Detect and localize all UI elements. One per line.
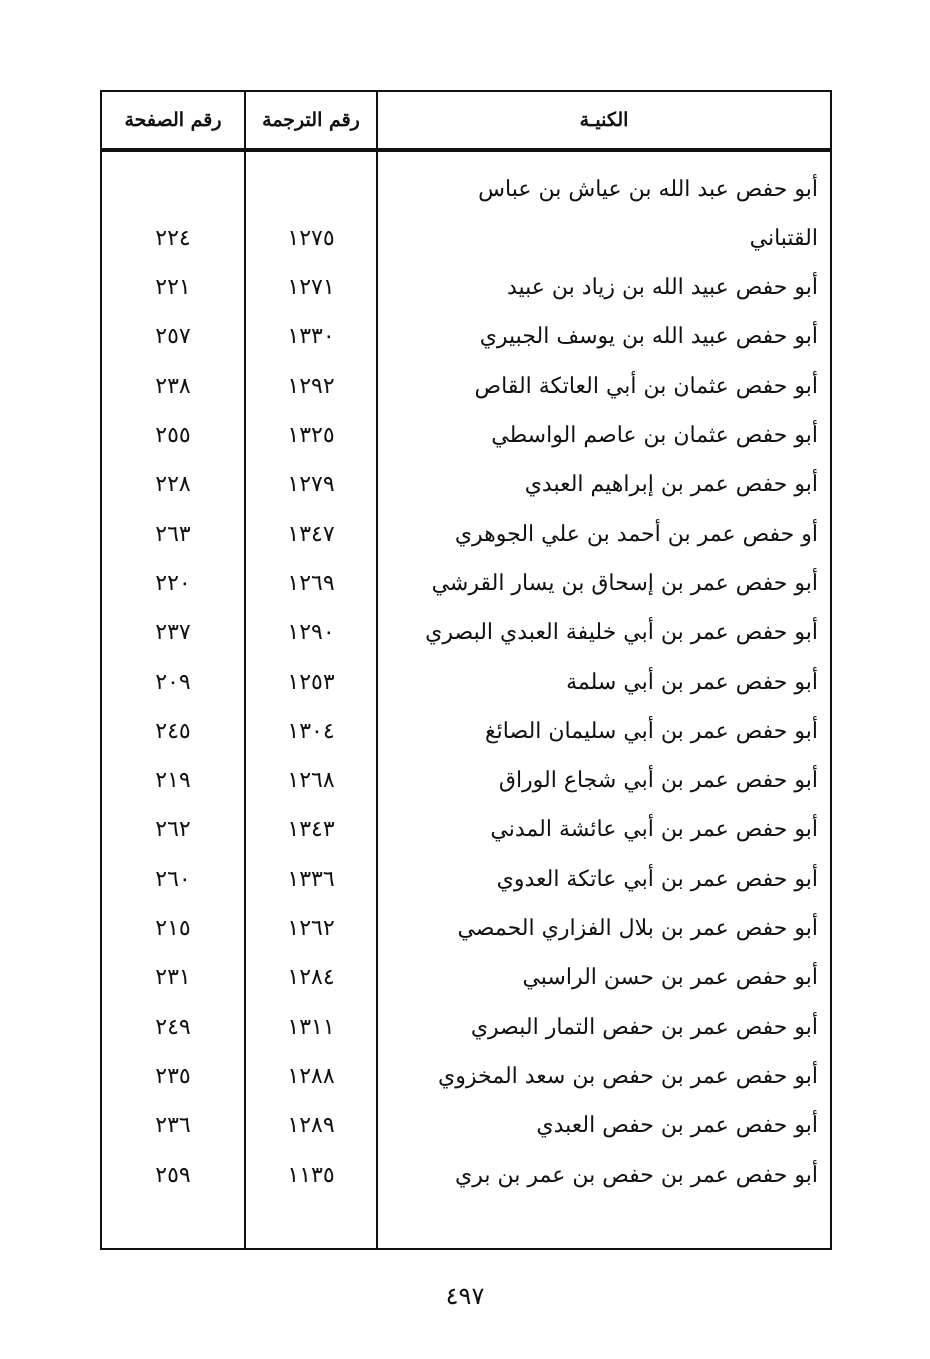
table-row [102,1053,830,1099]
tarjama-number-cell: ١٢٨٤ [287,965,335,991]
page-number: ٤٩٧ [445,1282,485,1310]
tarjama-number-cell: ١١٣٥ [287,1162,335,1188]
table-row [102,758,830,804]
header-page-number: رقم الصفحة [124,109,222,131]
page-number-cell: ٢٤٩ [155,1014,191,1040]
kunya-cell: أبو حفص عبيد الله بن زياد بن عبيد [506,275,818,301]
tarjama-number-cell: ١٣٣٠ [287,324,335,350]
kunya-cell: أو حفص عمر بن أحمد بن علي الجوهري [454,521,818,547]
tarjama-number-cell: ١٢٦٨ [287,768,335,794]
page-number-cell: ٢٢٠ [155,570,191,596]
kunya-cell: أبو حفص عمر بن حسن الراسبي [522,965,818,991]
kunya-cell: أبو حفص عثمان بن عاصم الواسطي [491,423,818,448]
table-row [102,955,830,1001]
table-row [102,413,830,459]
table-row [102,708,830,754]
page-number-cell: ٢٥٧ [155,324,191,350]
page-number-cell: ٢١٥ [155,916,191,941]
tarjama-number-cell: ١٢٦٢ [287,916,335,941]
table-row [102,1103,830,1149]
table-row [102,856,830,902]
tarjama-number-cell [246,166,376,212]
tarjama-number-cell: ١٢٩٠ [287,620,335,646]
page-number-cell: ٢٥٩ [155,1162,191,1188]
kunya-cell: أبو حفص عمر بن حفص العبدي [536,1113,818,1139]
table-row [102,511,830,557]
tarjama-number-cell: ١٣٤٧ [287,521,335,547]
page-number-cell: ٢٦٣ [155,521,191,547]
index-table [100,90,832,1250]
page-number-cell: ٢١٩ [155,768,191,794]
table-row [102,807,830,853]
page-number-cell: ٢٢٤ [155,225,191,251]
table-row [102,166,830,212]
kunya-cell: أبو حفص عمر بن حفص بن سعد المخزوي [438,1063,818,1089]
kunya-cell: أبو حفص عمر بن حفص التمار البصري [470,1014,818,1040]
page-number-cell: ٢٣١ [155,965,191,991]
tarjama-number-cell: ١٣٤٣ [287,817,335,843]
table-row [102,363,830,409]
tarjama-number-cell: ١٢٥٣ [287,669,335,695]
page-number-cell: ٢٦٢ [155,817,191,843]
page-number-cell: ٢٥٥ [155,423,191,448]
tarjama-number-cell: ١٢٧٩ [287,472,335,498]
kunya-cell: أبو حفص عمر بن إسحاق بن يسار القرشي [431,570,818,596]
page-number-cell: ٢٦٠ [155,866,191,892]
header-kunya: الكنيـة [579,109,629,131]
header-double-rule [102,148,830,152]
table-row [102,610,830,656]
kunya-cell: أبو حفص عمر بن أبي شجاع الوراق [498,768,818,794]
tarjama-number-cell: ١٢٩٢ [287,373,335,399]
kunya-cell: أبو حفص عمر بن أبي سليمان الصائغ [484,718,818,744]
page-number-cell: ٢٣٦ [155,1113,191,1139]
kunya-cell: أبو حفص عمر بن بلال الفزاري الحمصي [457,916,818,941]
tarjama-number-cell: ١٢٨٨ [287,1063,335,1089]
tarjama-number-cell: ١٢٧٥ [287,225,335,251]
tarjama-number-cell: ١٣١١ [287,1014,335,1040]
tarjama-number-cell: ١٢٨٩ [287,1113,335,1139]
page-number-cell: ٢٢١ [155,275,191,301]
table-row [102,314,830,360]
kunya-cell: أبو حفص عثمان بن أبي العاتكة القاص [474,373,818,399]
tarjama-number-cell: ١٣٢٥ [287,423,335,448]
page-number-cell: ٢٣٨ [155,373,191,399]
page-number-cell [102,166,244,212]
page-number-cell: ٢٢٨ [155,472,191,498]
kunya-cell: أبو حفص عمر بن أبي عائشة المدني [490,817,818,843]
kunya-cell: أبو حفص عمر بن حفص بن عمر بن بري [455,1162,818,1188]
table-row [102,215,830,261]
kunya-cell: أبو حفص عمر بن إبراهيم العبدي [524,472,818,498]
page-number-cell: ٢٣٧ [155,620,191,646]
tarjama-number-cell: ١٢٧١ [287,275,335,301]
page-number-cell: ٢٣٥ [155,1063,191,1089]
page-number-cell: ٢٤٥ [155,718,191,744]
kunya-cell: أبو حفص عبد الله بن عياش بن عباس [478,176,818,202]
kunya-cell: أبو حفص عبيد الله بن يوسف الجبيري [479,324,818,350]
tarjama-number-cell: ١٣٠٤ [287,718,335,744]
table-row [102,560,830,606]
table-row [102,1152,830,1198]
kunya-cell: أبو حفص عمر بن أبي خليفة العبدي البصري [425,620,818,646]
header-tarjama-number: رقم الترجمة [262,109,360,131]
tarjama-number-cell: ١٢٦٩ [287,570,335,596]
table-row [102,1004,830,1050]
table-row [102,659,830,705]
table-row [102,462,830,508]
kunya-cell: أبو حفص عمر بن أبي عاتكة العدوي [496,866,818,892]
table-row [102,265,830,311]
kunya-cell: أبو حفص عمر بن أبي سلمة [566,669,818,695]
page-number-cell: ٢٠٩ [155,669,191,695]
kunya-cell: القتباني [749,225,818,251]
tarjama-number-cell: ١٣٣٦ [287,866,335,892]
table-row [102,906,830,952]
